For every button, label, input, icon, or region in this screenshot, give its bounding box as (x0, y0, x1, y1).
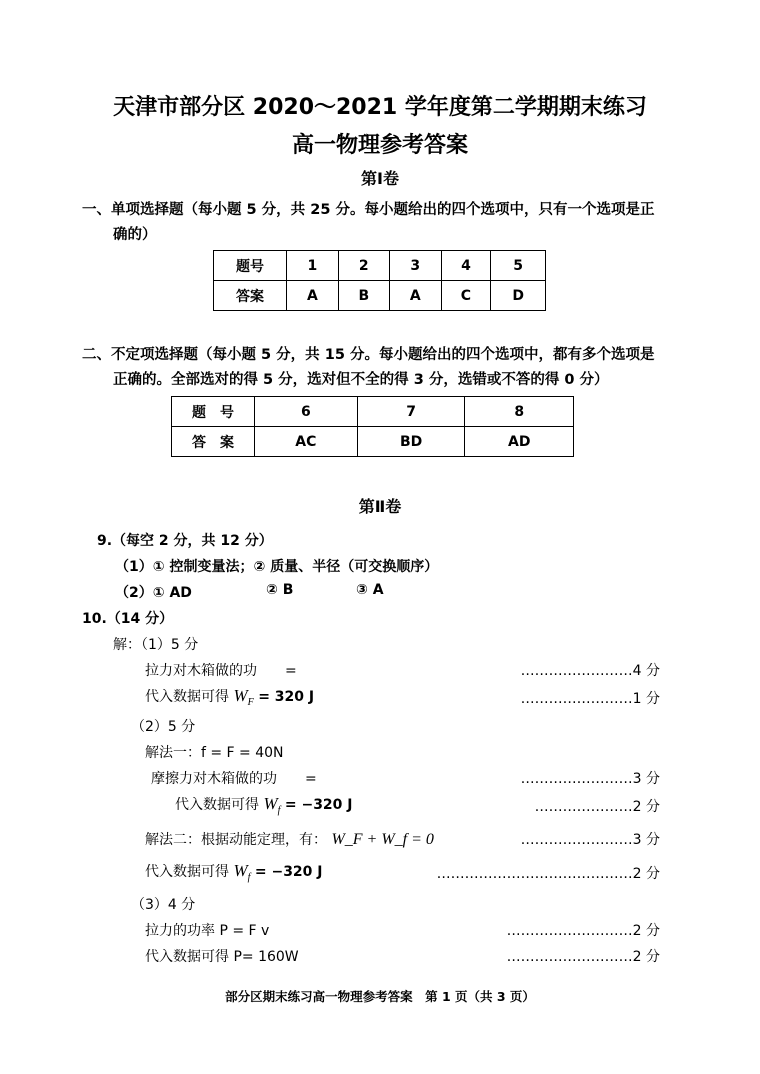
q10-p3-line2: 代入数据可得 P= 160W (145, 949, 299, 965)
q9-line2-a: （2）① AD (115, 585, 192, 601)
q10-m1-line1-score: ……………………3 分 (520, 771, 660, 787)
formula-value: = −320 J (284, 797, 353, 813)
section2-answer-table (171, 396, 574, 457)
formula-energy-theorem: W_F + W_f = 0 (331, 831, 434, 848)
page-title-line2: 高一物理参考答案 (291, 133, 468, 158)
section1-heading-line2: 确的） (113, 227, 157, 243)
q10-method1: 解法一：f = F = 40N (145, 745, 284, 761)
question-number: 8 (465, 397, 574, 427)
answer-cell: AD (465, 427, 574, 457)
question-number: 3 (389, 251, 441, 281)
q10-part3-label: （3）4 分 (131, 897, 196, 913)
formula-value: = −320 J (254, 864, 323, 880)
formula-subscript: f (247, 871, 251, 883)
q9-line1: （1）① 控制变量法；② 质量、半径（可交换顺序） (115, 559, 439, 575)
question-number: 1 (287, 251, 339, 281)
q10-s1-line2 (145, 686, 314, 708)
q10-m2-line2-score: ……………………………………2 分 (436, 866, 660, 882)
q10-m1-line2-score: …………………2 分 (534, 799, 660, 815)
q10-method2-score: ……………………3 分 (520, 832, 660, 848)
q10-method2 (145, 829, 434, 849)
q10-p3-line2-score: ………………………2 分 (506, 949, 660, 965)
q10-s1-line2-score: ……………………1 分 (520, 691, 660, 707)
section2-heading-line1: 二、不定项选择题（每小题 5 分，共 15 分。每小题给出的四个选项中，都有多个选项是 (82, 347, 655, 363)
question-number: 5 (491, 251, 546, 281)
table-row-label-answer: 答 案 (172, 427, 255, 457)
table-row-label-question: 题号 (214, 251, 287, 281)
page-title-line1: 天津市部分区 2020～2021 学年度第二学期期末练习 (113, 95, 647, 120)
answer-cell: A (389, 281, 441, 311)
q10-s1-line1: 拉力对木箱做的功 = (145, 663, 297, 679)
answer-cell: BD (357, 427, 465, 457)
answer-cell: D (491, 281, 546, 311)
formula-subscript: f (277, 804, 281, 816)
q10-m2-line2 (145, 861, 323, 883)
q10-p3-line1: 拉力的功率 P = F v (145, 923, 270, 939)
page-footer: 部分区期末练习高一物理参考答案 第 1 页（共 3 页） (225, 989, 535, 1004)
q9-heading: 9.（每空 2 分，共 12 分） (97, 533, 273, 549)
question-number: 4 (441, 251, 491, 281)
answer-cell: C (441, 281, 491, 311)
formula-value: = 320 J (258, 689, 315, 705)
question-number: 6 (255, 397, 358, 427)
method2-prefix: 解法二：根据动能定理，有： (145, 832, 327, 848)
q10-part2-label: （2）5 分 (131, 719, 196, 735)
table-row-label-question: 题 号 (172, 397, 255, 427)
q9-line2-b: ② B (266, 582, 294, 598)
part1-label: 第Ⅰ卷 (361, 169, 399, 188)
q10-m1-line2 (175, 794, 353, 816)
q10-s1-line1-score: ……………………4 分 (520, 663, 660, 679)
formula-subscript: F (247, 696, 254, 708)
section1-answer-table (213, 250, 546, 311)
q10-heading: 10.（14 分） (82, 611, 174, 627)
answer-cell: AC (255, 427, 358, 457)
q10-m1-line1: 摩擦力对木箱做的功 = (151, 771, 317, 787)
q10-solution-label: 解：（1）5 分 (113, 637, 199, 653)
formula-prefix: 代入数据可得 (145, 689, 229, 705)
question-number: 2 (338, 251, 389, 281)
table-row-label-answer: 答案 (214, 281, 287, 311)
section2-heading-line2: 正确的。全部选对的得 5 分，选对但不全的得 3 分，选错或不答的得 0 分） (113, 372, 609, 388)
section1-heading-line1: 一、单项选择题（每小题 5 分，共 25 分。每小题给出的四个选项中，只有一个选项是正 (82, 202, 655, 218)
formula-symbol: W (263, 794, 278, 813)
formula-prefix: 代入数据可得 (175, 797, 259, 813)
question-number: 7 (357, 397, 465, 427)
formula-symbol: W (233, 861, 248, 880)
q10-p3-line1-score: ………………………2 分 (506, 923, 660, 939)
q9-line2-c: ③ A (356, 582, 384, 598)
formula-prefix: 代入数据可得 (145, 864, 229, 880)
answer-cell: B (338, 281, 389, 311)
formula-symbol: W (233, 686, 248, 705)
part2-label: 第Ⅱ卷 (358, 497, 402, 516)
answer-cell: A (287, 281, 339, 311)
